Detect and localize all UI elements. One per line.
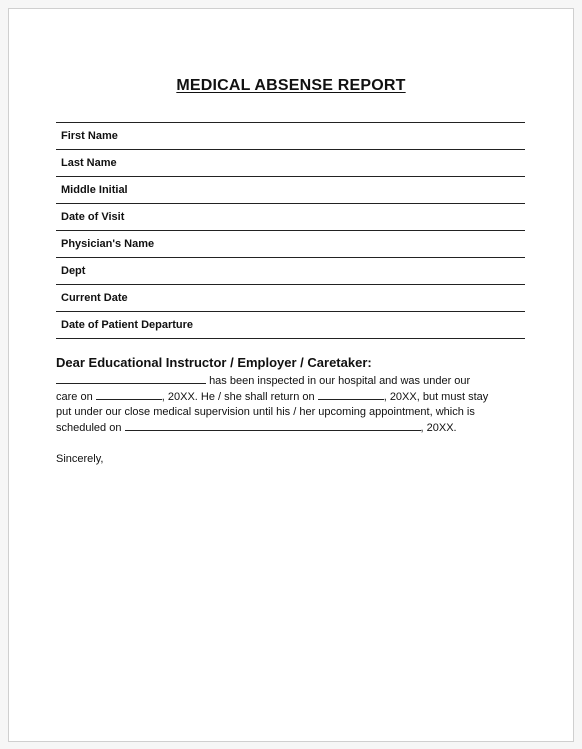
appointment-date-blank[interactable] (125, 421, 421, 431)
closing: Sincerely, (56, 453, 104, 465)
field-dept[interactable] (56, 258, 525, 285)
field-label: Date of Visit (61, 211, 125, 223)
document-title (9, 77, 573, 95)
body-text: , 20XX. (420, 421, 457, 434)
body-text: , 20XX, but must stay (383, 390, 489, 403)
field-first-name[interactable] (56, 123, 525, 150)
document-page (8, 8, 574, 742)
field-date-of-patient-departure[interactable] (56, 312, 525, 339)
care-date-blank[interactable] (96, 390, 162, 400)
body-line-2 (56, 390, 528, 406)
field-label: Dept (61, 265, 86, 277)
body-line-4 (56, 421, 528, 437)
body-text: scheduled on (56, 421, 122, 434)
patient-name-blank[interactable] (56, 374, 206, 384)
field-current-date[interactable] (56, 285, 525, 312)
field-physician-name[interactable] (56, 231, 525, 258)
body-text: , 20XX. He / she shall return on (161, 390, 315, 403)
field-label: Physician's Name (61, 238, 155, 250)
field-label: Date of Patient Departure (61, 319, 194, 331)
field-last-name[interactable] (56, 150, 525, 177)
body-text: put under our close medical supervision until his / her upcoming appointment, which is (56, 406, 475, 418)
field-label: Current Date (61, 292, 128, 304)
salutation: Dear Educational Instructor / Employer / Caretaker: (56, 355, 372, 370)
field-label: First Name (61, 130, 118, 142)
return-date-blank[interactable] (318, 390, 384, 400)
document-title-text: MEDICAL ABSENSE REPORT (176, 77, 406, 94)
body-line-1 (56, 374, 528, 390)
field-label: Last Name (61, 157, 117, 169)
body-text: care on (56, 390, 93, 403)
body-text: has been inspected in our hospital and was under our (209, 375, 471, 387)
patient-fields-table (56, 122, 525, 339)
field-label: Middle Initial (61, 184, 128, 196)
field-date-of-visit[interactable] (56, 204, 525, 231)
body-line-3 (56, 405, 528, 421)
letter-body (56, 355, 528, 436)
field-middle-initial[interactable] (56, 177, 525, 204)
